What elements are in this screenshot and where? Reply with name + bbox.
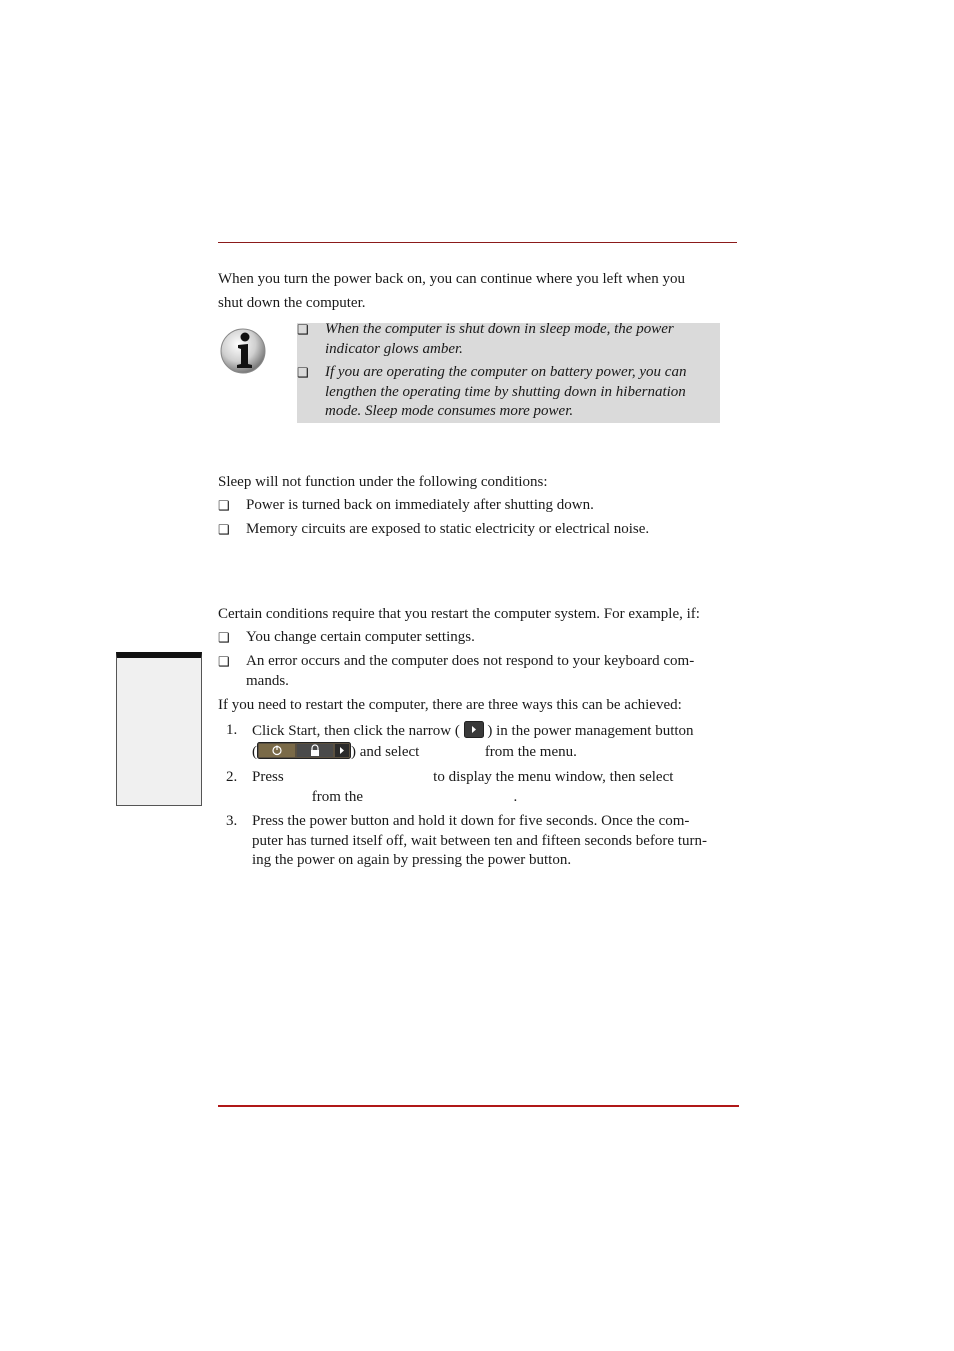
checkbox-bullet-icon: ❑ bbox=[297, 322, 309, 337]
list-item: ❑ An error occurs and the computer does not respond to your keyboard com- mands. bbox=[218, 653, 695, 689]
checkbox-bullet-icon: ❑ bbox=[218, 654, 230, 669]
list-item: ❑ Memory circuits are exposed to static electricity or electrical noise. bbox=[218, 520, 738, 540]
restart-intro: Certain conditions require that you restart the computer system. For example, if: bbox=[218, 606, 700, 622]
list-item: ❑ You change certain computer settings. bbox=[218, 628, 738, 648]
list-item: ❑ Power is turned back on immediately after shutting down. bbox=[218, 496, 738, 516]
checkbox-bullet-icon: ❑ bbox=[218, 522, 230, 537]
step-item: 1. Click Start, then click the narrow ( ) in the power management button ( ) and select from the menu. bbox=[226, 722, 694, 760]
intro-paragraph: When you turn the power back on, you can continue where you left when you shut down the computer. bbox=[218, 271, 685, 311]
power-management-button-icon bbox=[257, 742, 351, 759]
footer-rule bbox=[218, 1105, 739, 1107]
checkbox-bullet-icon: ❑ bbox=[297, 365, 309, 380]
checkbox-bullet-icon: ❑ bbox=[218, 498, 230, 513]
note-item: ❑ When the computer is shut down in sleep mode, the power indicator glows amber. bbox=[297, 321, 674, 357]
ways-intro: If you need to restart the computer, there are three ways this can be achieved: bbox=[218, 697, 682, 713]
note-item: ❑ If you are operating the computer on battery power, you can lengthen the operating time by shutting down in hibernation mode. Sleep mode consumes more power. bbox=[297, 364, 687, 419]
info-icon bbox=[220, 326, 268, 374]
arrow-button-icon bbox=[464, 721, 484, 738]
note-box bbox=[297, 323, 720, 423]
checkbox-bullet-icon: ❑ bbox=[218, 630, 230, 645]
header-rule bbox=[218, 242, 737, 243]
side-tab bbox=[116, 652, 202, 806]
step-item: 3. Press the power button and hold it down for five seconds. Once the com- puter has turned itself off, wait between ten and fifteen seconds before turn- ing the power on again by pressing the power button. bbox=[226, 813, 707, 868]
sleep-intro: Sleep will not function under the following conditions: bbox=[218, 474, 548, 490]
step-item: 2. Press to display the menu window, then select from the . bbox=[226, 769, 674, 805]
